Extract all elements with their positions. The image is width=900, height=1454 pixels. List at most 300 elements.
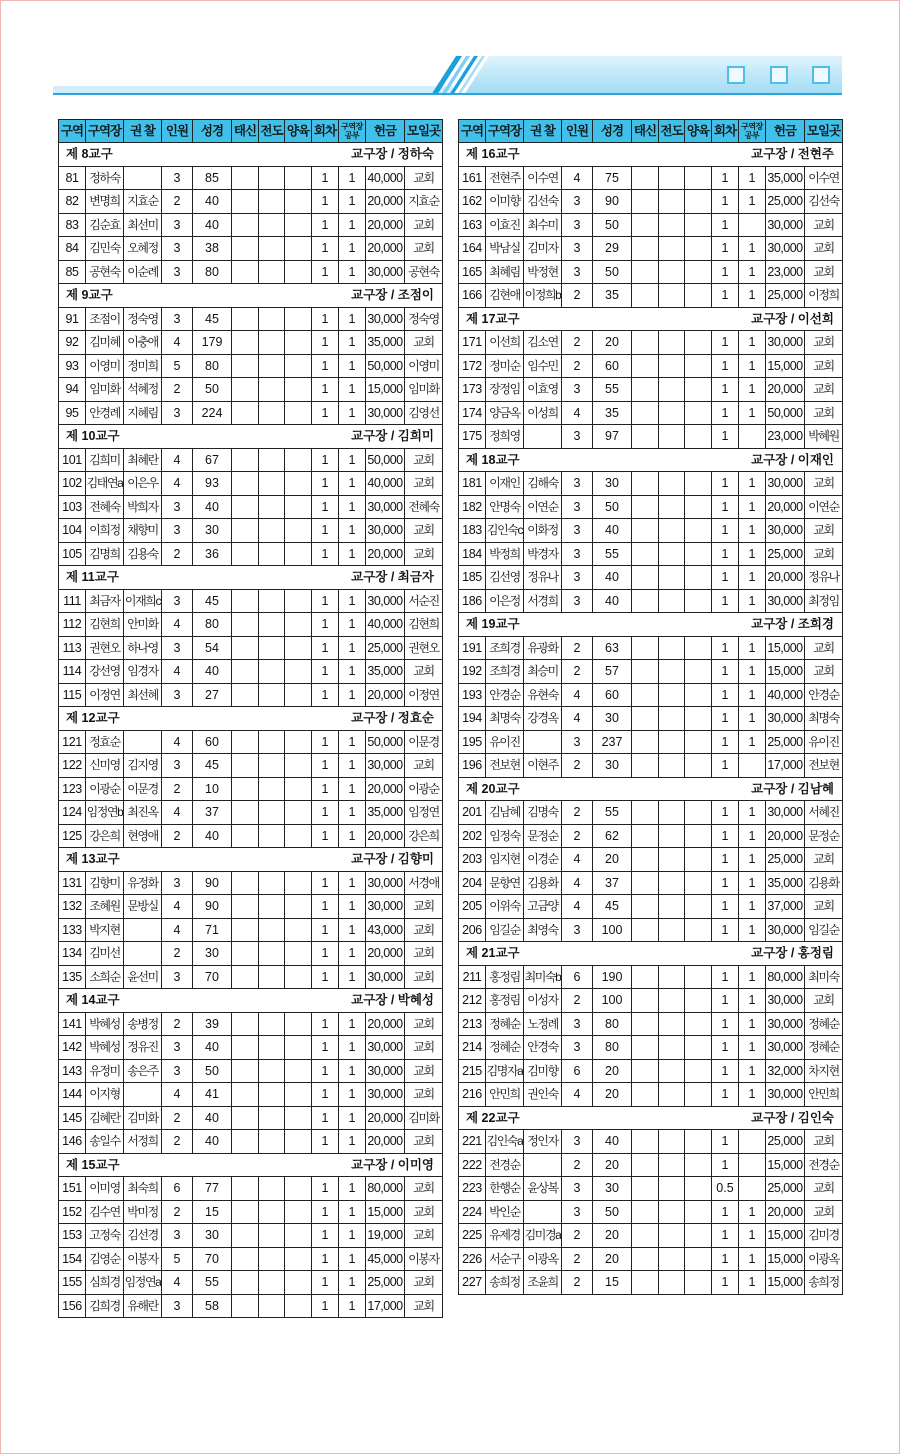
leader-study-cell: 1 [739,542,766,566]
district-leader-cell: 서순구 [486,1247,524,1271]
new-believer-cell [232,166,259,190]
bible-reading-cell: 37 [593,871,632,895]
overseer-cell [524,730,562,754]
district-leader-cell: 김희경 [86,1294,124,1318]
evangelism-cell [659,871,685,895]
offering-cell: 50,000 [366,354,405,378]
leader-study-cell: 1 [739,589,766,613]
bible-reading-cell: 60 [593,683,632,707]
leader-study-cell: 1 [739,871,766,895]
leader-study-cell: 1 [739,965,766,989]
table-row [59,495,443,519]
new-believer-cell [232,354,259,378]
district-pastor: 교구장 / 김향미 [351,852,434,866]
new-believer-cell [632,1130,659,1154]
bible-reading-cell: 40 [193,495,232,519]
attendance-cell: 5 [162,354,193,378]
nurture-cell [285,331,312,355]
bible-reading-cell: 58 [193,1294,232,1318]
offering-header [366,120,405,143]
district-leader-cell: 정효순 [86,730,124,754]
offering-cell: 43,000 [366,918,405,942]
attendance-cell: 3 [162,260,193,284]
district-header-row [59,989,443,1013]
overseer-cell: 김용숙 [124,542,162,566]
meeting-place-cell: 서경애 [405,871,443,895]
session-cell: 1 [712,965,739,989]
evangelism-cell [659,1036,685,1060]
nurture-cell [685,589,712,613]
offering-cell: 25,000 [766,284,805,308]
evangelism-cell [259,1247,285,1271]
district-no-cell: 124 [59,801,86,825]
evangelism-cell [659,1083,685,1107]
district-header-cell [459,942,843,966]
meeting-place-cell: 송희정 [805,1271,843,1295]
nurture-cell [285,495,312,519]
offering-cell: 30,000 [766,589,805,613]
new-believer-cell [632,260,659,284]
meeting-place-cell: 전보현 [805,754,843,778]
district-leader-cell: 안경례 [86,401,124,425]
deco-square [728,67,744,83]
offering-cell: 30,000 [766,237,805,261]
nurture-cell [685,965,712,989]
evangelism-cell [259,1059,285,1083]
meeting-place-cell: 교회 [405,519,443,543]
overseer-cell: 조윤희 [524,1271,562,1295]
session-cell: 1 [712,683,739,707]
leader-study-cell: 1 [339,660,366,684]
new-believer-cell [632,754,659,778]
nurture-cell [285,660,312,684]
district-leader-cell: 안민희 [486,1083,524,1107]
overseer-cell [124,166,162,190]
session-cell: 1 [312,237,339,261]
district-no-cell: 194 [459,707,486,731]
meeting-place-cell: 교회 [405,918,443,942]
session-cell: 1 [712,636,739,660]
overseer-cell: 문방실 [124,895,162,919]
overseer-cell: 이경순 [524,848,562,872]
session-cell: 1 [712,848,739,872]
table-row [459,1247,843,1271]
bible-reading-cell: 45 [593,895,632,919]
overseer-cell: 오혜정 [124,237,162,261]
leader-study-header [339,120,366,143]
leader-study-cell: 1 [339,448,366,472]
offering-cell: 20,000 [366,824,405,848]
new-believer-cell [232,871,259,895]
attendance-header-label: 인원 [565,123,589,138]
attendance-cell: 3 [162,965,193,989]
district-header-row [459,613,843,637]
new-believer-cell [232,636,259,660]
meeting-place-cell: 교회 [805,848,843,872]
new-believer-cell [232,965,259,989]
new-believer-cell [632,801,659,825]
nurture-header-label: 양육 [686,123,710,138]
offering-cell: 35,000 [366,801,405,825]
evangelism-cell [259,942,285,966]
leader-study-cell: 1 [739,1059,766,1083]
meeting-place-cell: 이광옥 [805,1247,843,1271]
district-leader-cell: 조희경 [486,660,524,684]
district-leader-cell: 강은희 [86,824,124,848]
table-row [459,378,843,402]
attendance-cell: 5 [162,1247,193,1271]
district-header-cell [59,1153,443,1177]
district-leader-cell: 한행순 [486,1177,524,1201]
district-leader-cell: 정혜순 [486,1036,524,1060]
table-row [59,965,443,989]
offering-cell: 30,000 [366,1083,405,1107]
meeting-place-cell: 교회 [405,965,443,989]
district-no-cell: 114 [59,660,86,684]
district-leader-cell: 이미영 [86,1177,124,1201]
table-row [59,1247,443,1271]
attendance-cell: 2 [162,542,193,566]
offering-cell: 30,000 [366,871,405,895]
district-header-cell [59,566,443,590]
leader-study-cell: 1 [339,895,366,919]
attendance-cell: 4 [162,613,193,637]
district-leader-cell: 이위숙 [486,895,524,919]
nurture-cell [285,918,312,942]
leader-study-cell: 1 [339,801,366,825]
district-leader-cell: 박혜성 [86,1036,124,1060]
session-cell: 1 [712,589,739,613]
nurture-cell [285,378,312,402]
offering-cell: 30,000 [766,989,805,1013]
meeting-place-cell: 교회 [405,895,443,919]
meeting-place-cell: 교회 [405,472,443,496]
overseer-cell: 이정희b [524,284,562,308]
offering-cell: 40,000 [766,683,805,707]
district-pastor: 교구장 / 박혜성 [351,993,434,1007]
bible-reading-cell: 50 [593,495,632,519]
district-leader-cell: 정희영 [486,425,524,449]
offering-cell: 50,000 [366,448,405,472]
overseer-cell: 김명숙 [524,801,562,825]
new-believer-cell [232,1012,259,1036]
evangelism-cell [259,589,285,613]
table-row [59,1294,443,1318]
overseer-cell [124,730,162,754]
nurture-cell [685,472,712,496]
leader-study-cell: 1 [339,824,366,848]
evangelism-cell [259,636,285,660]
district-no-cell: 214 [459,1036,486,1060]
leader-study-cell: 1 [339,166,366,190]
bible-reading-cell: 35 [593,401,632,425]
district-header-cell [459,143,843,167]
session-cell: 1 [712,1130,739,1154]
table-head [459,120,843,143]
district-no-cell: 184 [459,542,486,566]
district-header [66,853,434,866]
district-no-cell: 103 [59,495,86,519]
meeting-place-cell: 최정임 [805,589,843,613]
meeting-place-cell: 교회 [405,1083,443,1107]
session-cell: 1 [312,1224,339,1248]
leader-study-cell: 1 [339,1083,366,1107]
offering-cell: 20,000 [766,495,805,519]
session-cell: 1 [312,965,339,989]
new-believer-cell [632,1059,659,1083]
bible-reading-cell: 90 [193,895,232,919]
nurture-cell [285,237,312,261]
new-believer-cell [232,260,259,284]
overseer-cell: 정인자 [524,1130,562,1154]
table-row [59,1177,443,1201]
session-header-label: 회차 [313,123,337,138]
table-row [59,589,443,613]
meeting-place-cell: 정혜순 [805,1012,843,1036]
offering-cell: 20,000 [366,213,405,237]
evangelism-cell [659,848,685,872]
leader-study-header-label: 구역장 [741,122,763,131]
evangelism-cell [259,824,285,848]
district-no-cell: 162 [459,190,486,214]
district-header-cell [459,1106,843,1130]
leader-study-cell: 1 [339,378,366,402]
nurture-cell [685,1271,712,1295]
table-row [459,1271,843,1295]
district-no-cell: 153 [59,1224,86,1248]
district-no-header [59,120,86,143]
district-leader-cell: 공현숙 [86,260,124,284]
overseer-cell: 이순례 [124,260,162,284]
new-believer-cell [232,918,259,942]
meeting-place-cell: 공현숙 [405,260,443,284]
bible-reading-cell: 40 [193,1130,232,1154]
district-no-cell: 123 [59,777,86,801]
session-cell: 1 [312,354,339,378]
evangelism-cell [659,519,685,543]
meeting-place-cell: 임길순 [805,918,843,942]
new-believer-cell [232,754,259,778]
new-believer-cell [632,472,659,496]
evangelism-cell [659,472,685,496]
new-believer-cell [632,1153,659,1177]
district-leader-cell: 최명숙 [486,707,524,731]
nurture-cell [685,425,712,449]
bible-reading-cell: 80 [193,613,232,637]
leader-study-cell: 1 [739,1271,766,1295]
offering-cell: 15,000 [766,660,805,684]
attendance-cell: 3 [162,166,193,190]
district-no-cell: 152 [59,1200,86,1224]
leader-study-cell [739,425,766,449]
attendance-cell: 4 [162,801,193,825]
session-header-label: 회차 [713,123,737,138]
meeting-place-cell: 교회 [405,542,443,566]
evangelism-cell [659,1177,685,1201]
evangelism-cell [259,871,285,895]
session-cell: 1 [312,1012,339,1036]
district-no-cell: 165 [459,260,486,284]
attendance-cell: 4 [162,472,193,496]
district-no-cell: 146 [59,1130,86,1154]
district-header-cell [59,284,443,308]
district-leader-cell: 유정미 [86,1059,124,1083]
table-row [459,730,843,754]
overseer-cell [124,918,162,942]
nurture-cell [285,965,312,989]
session-header [312,120,339,143]
leader-study-cell: 1 [739,1224,766,1248]
nurture-cell [685,378,712,402]
attendance-cell: 2 [562,1224,593,1248]
bible-reading-cell: 80 [593,1012,632,1036]
evangelism-cell [259,237,285,261]
overseer-cell: 석혜정 [124,378,162,402]
nurture-cell [285,777,312,801]
leader-study-cell: 1 [739,1247,766,1271]
leader-study-cell: 1 [739,260,766,284]
bible-reading-cell: 10 [193,777,232,801]
offering-cell: 30,000 [366,965,405,989]
overseer-cell: 채향미 [124,519,162,543]
new-believer-cell [632,190,659,214]
overseer-cell: 이화정 [524,519,562,543]
district-no-cell: 133 [59,918,86,942]
offering-cell: 23,000 [766,260,805,284]
nurture-cell [685,495,712,519]
session-cell: 1 [712,1083,739,1107]
district-pastor: 교구장 / 최금자 [351,570,434,584]
new-believer-cell [632,989,659,1013]
offering-cell: 25,000 [766,730,805,754]
leader-study-cell: 1 [739,401,766,425]
overseer-header-label: 권 찰 [130,123,155,138]
session-cell: 1 [312,1177,339,1201]
district-no-cell: 225 [459,1224,486,1248]
overseer-cell: 안경숙 [524,1036,562,1060]
attendance-cell: 2 [562,331,593,355]
district-no-cell: 142 [59,1036,86,1060]
table-row [459,1036,843,1060]
offering-cell: 15,000 [766,354,805,378]
nurture-header [285,120,312,143]
overseer-cell: 서정희 [124,1130,162,1154]
attendance-cell: 3 [162,519,193,543]
overseer-header [124,120,162,143]
overseer-cell: 정미희 [124,354,162,378]
session-cell: 1 [712,166,739,190]
session-cell: 1 [712,824,739,848]
nurture-cell [285,354,312,378]
district-title: 제 11교구 [66,570,119,584]
attendance-cell: 2 [562,824,593,848]
nurture-cell [285,448,312,472]
overseer-cell: 하나영 [124,636,162,660]
nurture-cell [285,307,312,331]
nurture-cell [685,1059,712,1083]
session-cell: 1 [312,660,339,684]
offering-cell: 30,000 [766,331,805,355]
overseer-cell: 김지영 [124,754,162,778]
district-header-row [59,707,443,731]
table-head [59,120,443,143]
new-believer-cell [632,589,659,613]
district-leader-cell: 권현오 [86,636,124,660]
new-believer-cell [232,613,259,637]
leader-study-cell: 1 [339,213,366,237]
evangelism-cell [659,284,685,308]
district-no-cell: 216 [459,1083,486,1107]
new-believer-cell [232,495,259,519]
session-cell: 1 [712,1247,739,1271]
attendance-cell: 4 [562,848,593,872]
nurture-cell [285,1200,312,1224]
offering-cell: 35,000 [366,331,405,355]
district-pastor: 교구장 / 전현주 [751,147,834,161]
overseer-cell: 최진옥 [124,801,162,825]
overseer-cell: 이문경 [124,777,162,801]
evangelism-cell [259,730,285,754]
offering-cell: 30,000 [766,519,805,543]
district-leader-cell: 김민숙 [86,237,124,261]
table-row [459,636,843,660]
district-leader-cell: 강선영 [86,660,124,684]
attendance-cell: 3 [562,1177,593,1201]
nurture-cell [685,166,712,190]
meeting-place-cell: 교회 [405,237,443,261]
new-believer-cell [632,730,659,754]
district-leader-cell: 이재인 [486,472,524,496]
meeting-place-cell: 전경순 [805,1153,843,1177]
meeting-place-cell: 김미화 [405,1106,443,1130]
deco-square [813,67,829,83]
bible-reading-cell: 57 [593,660,632,684]
meeting-place-cell: 교회 [405,942,443,966]
district-leader-cell: 임정숙 [486,824,524,848]
table-row [459,284,843,308]
offering-cell: 15,000 [766,1271,805,1295]
meeting-place-cell: 교회 [805,1200,843,1224]
attendance-cell: 4 [562,166,593,190]
table-row [459,354,843,378]
table-row [459,1177,843,1201]
district-header-cell [59,707,443,731]
attendance-cell: 2 [562,1271,593,1295]
bible-reading-cell: 40 [593,519,632,543]
bible-reading-cell: 45 [193,589,232,613]
offering-cell: 30,000 [366,401,405,425]
meeting-place-cell: 교회 [805,331,843,355]
attendance-cell: 3 [162,754,193,778]
overseer-cell: 서경희 [524,589,562,613]
leader-study-cell: 1 [739,895,766,919]
district-header [466,783,834,796]
district-leader-cell: 김선영 [486,566,524,590]
district-header-row [459,307,843,331]
bible-reading-cell: 40 [593,589,632,613]
attendance-cell: 4 [162,1083,193,1107]
district-title: 제 8교구 [66,147,113,161]
evangelism-cell [659,801,685,825]
evangelism-cell [259,495,285,519]
overseer-cell: 현영애 [124,824,162,848]
attendance-cell: 3 [562,542,593,566]
leader-study-cell: 1 [339,777,366,801]
evangelism-cell [259,331,285,355]
leader-study-cell: 1 [339,354,366,378]
nurture-cell [685,848,712,872]
meeting-place-cell: 최미숙 [805,965,843,989]
